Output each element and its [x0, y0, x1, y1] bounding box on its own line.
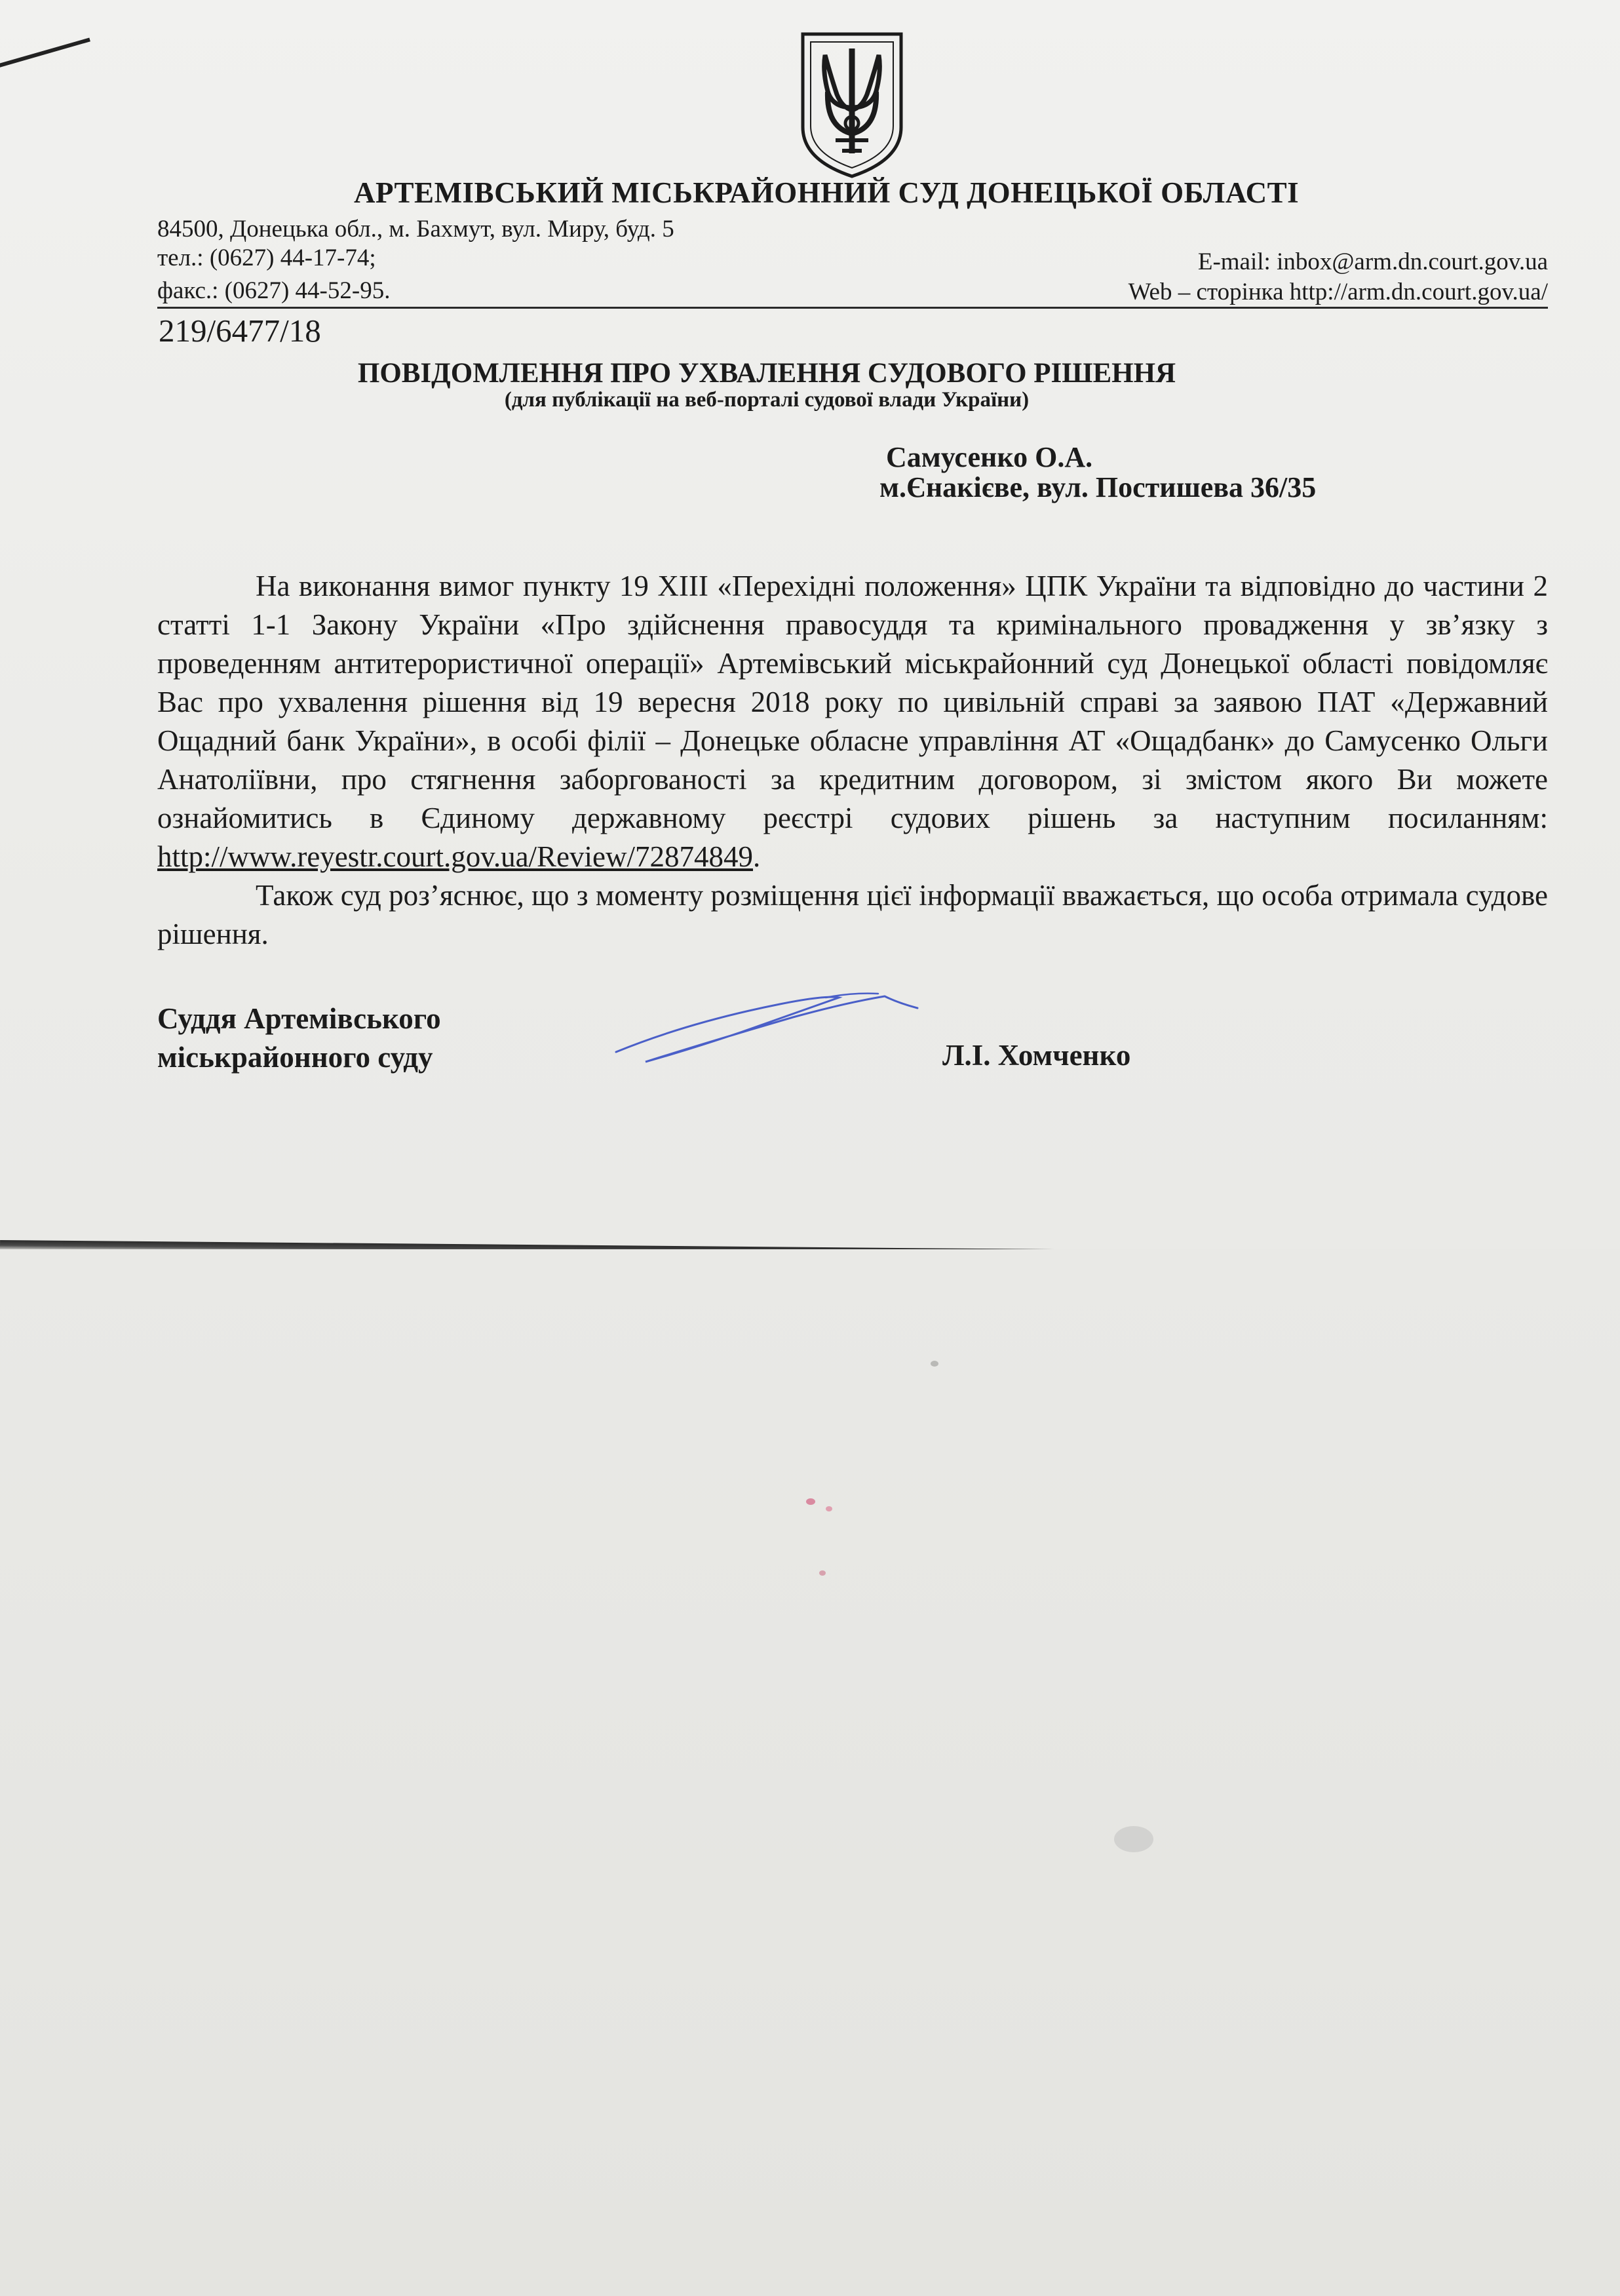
- handwritten-signature: [609, 977, 924, 1068]
- registry-link[interactable]: http://www.reyestr.court.gov.ua/Review/72874849: [157, 840, 754, 873]
- court-fax: факс.: (0627) 44-52-95.: [157, 277, 391, 304]
- letterhead-divider: [157, 307, 1548, 309]
- blank-lower-area: [0, 1249, 1620, 2296]
- scan-speck: [806, 1498, 815, 1505]
- body-paragraph-1-end: .: [753, 840, 761, 873]
- court-email: E-mail: inbox@arm.dn.court.gov.ua: [1197, 248, 1548, 275]
- addressee-address: м.Єнакієве, вул. Постишева 36/35: [879, 471, 1317, 503]
- scan-corner-mark: [0, 37, 90, 68]
- scan-speck: [931, 1361, 938, 1367]
- case-number: 219/6477/18: [159, 313, 321, 349]
- scan-smudge: [1114, 1826, 1153, 1852]
- court-address: 84500, Донецька обл., м. Бахмут, вул. Миру, буд. 5: [157, 216, 674, 243]
- addressee-name: Самусенко О.А.: [886, 441, 1093, 473]
- notice-subtitle: (для публікації на веб-порталі судової влади України): [504, 388, 1030, 412]
- scan-speck: [826, 1506, 832, 1511]
- court-website: Web – сторінка http://arm.dn.court.gov.ua/: [1128, 279, 1548, 305]
- judge-title: [157, 1000, 441, 1077]
- judge-title-line-2: міськрайонного суду: [157, 1041, 433, 1074]
- body-paragraph-1: [157, 567, 1548, 876]
- scan-speck: [819, 1570, 826, 1576]
- body-paragraph-1-text: На виконання вимог пункту 19 XIII «Перехідні положення» ЦПК України та відповідно до частини 2 статті 1-1 Закону України «Про здійснення правосуддя та кримінального провадження у зв’язку з проведенням антитерористичної операції» Артемівський міськрайонний суд Донецької області повідомляє Вас про ухвалення рішення від 19 вересня 2018 року по цивільній справі за заявою ПАТ «Державний Ощадний банк України», в особі філії – Донецьке обласне управління АТ «Ощадбанк» до Самусенко Ольги Анатоліївни, про стягнення заборгованості за кредитним договором, зі змістом якого Ви можете ознайомитись в Єдиному державному реєстрі судових рішень за наступним посиланням:: [157, 570, 1548, 834]
- trident-coat-of-arms-icon: [796, 29, 908, 180]
- notice-body: [157, 567, 1548, 954]
- body-paragraph-2: Також суд роз’яснює, що з моменту розміщення цієї інформації вважається, що особа отримала судове рішення.: [157, 879, 1548, 950]
- court-name: АРТЕМІВСЬКИЙ МІСЬКРАЙОННИЙ СУД ДОНЕЦЬКОЇ ОБЛАСТІ: [354, 176, 1300, 209]
- judge-title-line-1: Суддя Артемівського: [157, 1002, 441, 1035]
- notice-title: ПОВІДОМЛЕННЯ ПРО УХВАЛЕННЯ СУДОВОГО РІШЕННЯ: [357, 358, 1176, 389]
- judge-name: Л.І. Хомченко: [942, 1039, 1131, 1072]
- court-phone: тел.: (0627) 44-17-74;: [157, 244, 376, 271]
